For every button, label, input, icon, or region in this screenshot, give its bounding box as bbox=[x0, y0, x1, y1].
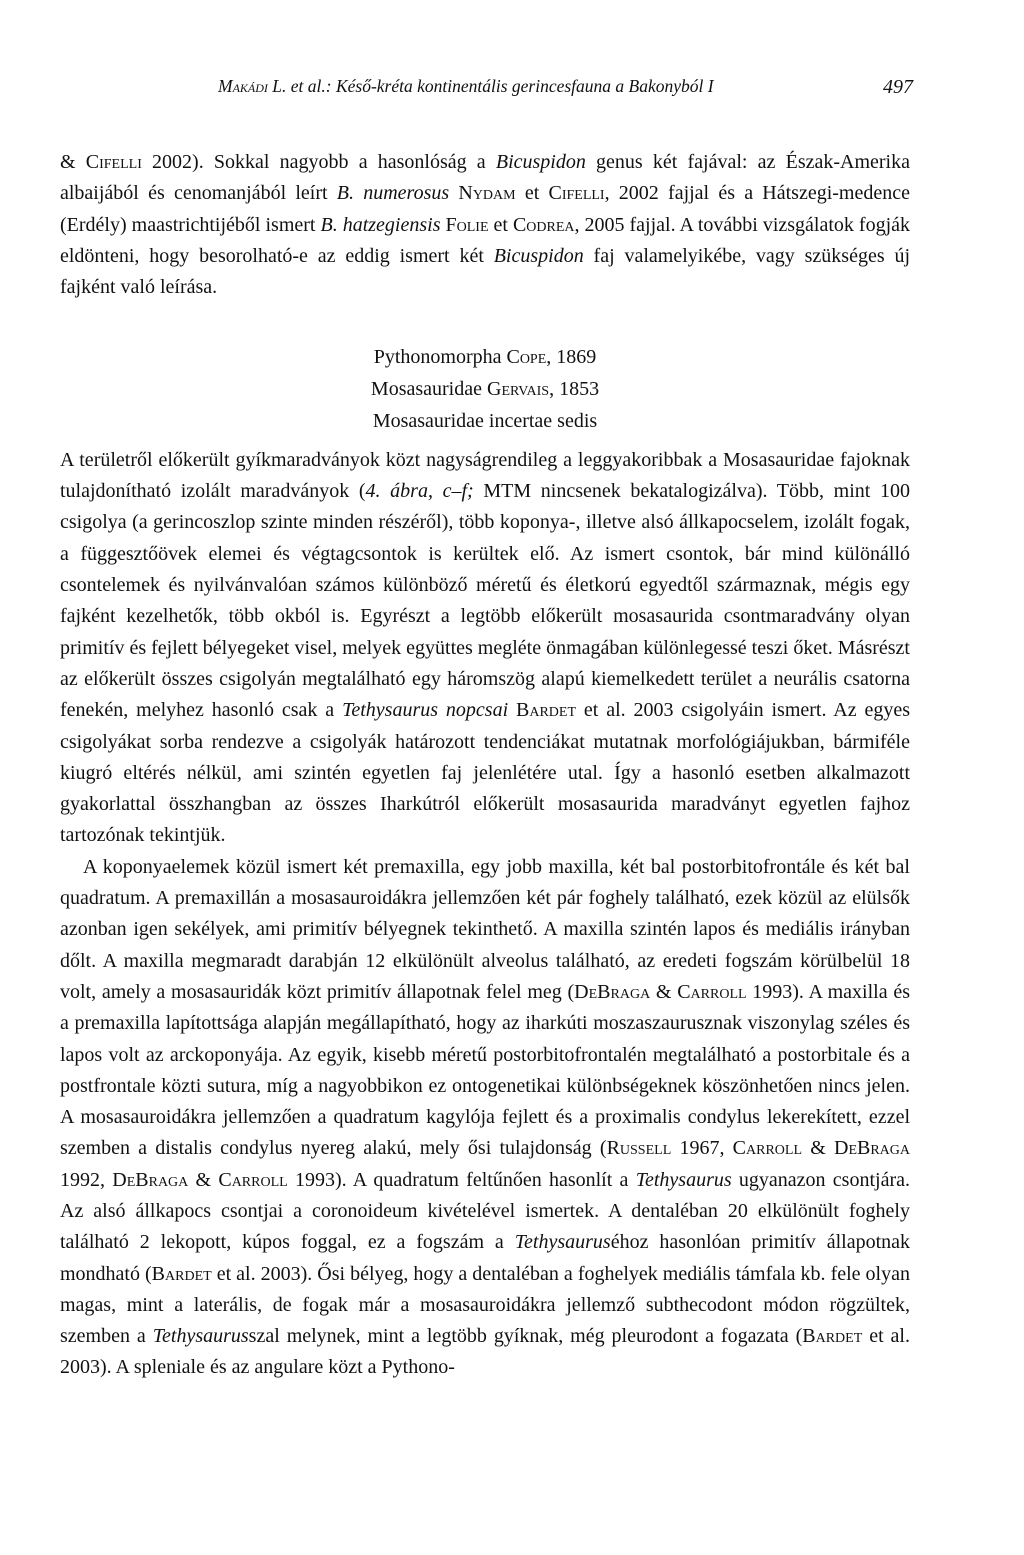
author-name: Carroll bbox=[677, 980, 747, 1003]
author-name: Bardet bbox=[802, 1325, 863, 1348]
author-name: Folie bbox=[445, 213, 489, 236]
text-run: éhoz hasonlóan primitív állapotnak mondható ( bbox=[60, 1231, 911, 1285]
text-run: 2002). Sokkal nagyobb a hasonlóság a bbox=[141, 151, 496, 173]
italic-text: Tethysaurus bbox=[514, 1231, 611, 1254]
heading-taxon-year: , 1853 bbox=[549, 378, 600, 401]
text-run: , 2005 fajjal. A további vizsgálatok fogják eldönteni, hogy besorolható-e az eddig ismert két bbox=[60, 213, 911, 267]
taxon-headings bbox=[60, 342, 910, 437]
text-run: faj valamelyikébe, vagy szükséges új fajként való leírása. bbox=[60, 244, 910, 299]
italic-text: Tethysaurus bbox=[152, 1325, 249, 1348]
author-name: DeBraga bbox=[834, 1137, 911, 1160]
author-name: DeBraga bbox=[112, 1168, 189, 1191]
running-article-title: et al.: Késő-kréta kontinentális gerincesfauna a Bakonyból I bbox=[286, 76, 714, 96]
heading-taxon-name: Pythonomorpha bbox=[373, 346, 502, 369]
running-authors: Makádi L. bbox=[218, 76, 287, 96]
italic-text: 4. ábra, c–f; bbox=[365, 480, 474, 503]
text-run: 1993). A quadratum feltűnően hasonlít a bbox=[287, 1168, 636, 1191]
author-name: Carroll bbox=[218, 1168, 288, 1191]
text-run: & bbox=[802, 1137, 834, 1160]
author-name: Nydam bbox=[458, 182, 516, 205]
italic-text: Bicuspidon bbox=[493, 244, 584, 267]
author-name: Bardet bbox=[516, 699, 577, 722]
author-name: Cifelli bbox=[548, 182, 605, 205]
author-name: Codrea bbox=[512, 213, 575, 236]
heading-mosasauridae bbox=[60, 374, 910, 406]
page-number: 497 bbox=[883, 76, 913, 98]
author-name: DeBraga bbox=[574, 980, 651, 1003]
text-run: A koponyaelemek közül ismert két premaxilla, egy jobb maxilla, két bal postorbitofrontále és két bal quadratum. A premaxillán a mosasauroidákra jellemzően két pár foghely található, ezek közül az elülsők azonban igen sekélyek, ami primitív bélyegnek tekinthető. A maxilla szintén lapos és mediális irányban dőlt. A maxilla megmaradt darabján 12 elkülönült alveolus található, az eredeti fogszám körülbelül 18 volt, amely a mosasauridák közt primitív állapotnak felel meg ( bbox=[60, 855, 910, 1003]
text-run: 1993). A maxilla és a premaxilla lapítottsága alapján megállapítható, hogy az iharkúti moszaszaurusznak viszonylag széles és lapos volt az arckoponyája. Az egyik, kisebb méretű postorbitofrontalén megtalálható a postorbitale és a postfrontale közti sutura, míg a nagyobbikon ez ontogenetikai különbségeknek köszönhetően nincs jelen. A mosasauroidákra jellemzően a quadratum kagylója fejlett és a proximalis condylus lekerekített, ezzel szemben a distalis condylus nyereg alakú, mely ősi tulajdonság ( bbox=[60, 980, 910, 1160]
text-run: et al. 2003). A spleniale és az angulare közt a Pythono- bbox=[60, 1325, 910, 1379]
heading-pythonomorpha bbox=[60, 342, 910, 374]
body-text bbox=[60, 147, 910, 1384]
italic-text: Tethysaurus bbox=[635, 1168, 732, 1191]
text-run bbox=[508, 699, 516, 721]
italic-text: Tethysaurus nopcsai bbox=[342, 699, 509, 722]
text-run bbox=[449, 182, 458, 204]
text-run: & bbox=[650, 980, 678, 1003]
italic-text: B. hatzegiensis bbox=[320, 213, 441, 236]
text-run: genus két fajával: az Észak-Amerika albaijából és cenomanjából leírt bbox=[60, 151, 910, 205]
text-run: & bbox=[60, 151, 86, 173]
text-run: et al. 2003). Ősi bélyeg, hogy a dentaléban a foghelyek mediális támfala kb. fele olyan magas, mint a laterális, de fogak már a mosasauroidákra jellemző subthecodont módon rögzültek, szemben a bbox=[60, 1262, 910, 1348]
heading-taxon-name: Mosasauridae bbox=[370, 378, 482, 401]
author-name: Bardet bbox=[151, 1262, 212, 1285]
paragraph-continuation bbox=[60, 147, 910, 303]
paragraph-skull-elements bbox=[60, 852, 910, 1384]
author-name: Russell bbox=[606, 1137, 672, 1160]
text-run: et bbox=[488, 213, 513, 236]
text-run: A területről előkerült gyíkmaradványok közt nagyságrendileg a leggyakoribbak a Mosasauridae fajoknak tulajdonítható izolált maradványok ( bbox=[60, 448, 910, 503]
heading-taxon-year: , 1869 bbox=[546, 346, 597, 369]
running-header bbox=[60, 76, 913, 100]
heading-taxon-author: Gervais bbox=[487, 378, 550, 401]
text-run: et bbox=[515, 182, 549, 205]
heading-incertae-sedis: Mosasauridae incertae sedis bbox=[372, 410, 598, 433]
text-run: et al. 2003 csigolyáin ismert. Az egyes csigolyákat sorba rendezve a csigolyák határozott tendenciákat mutatnak morfológiájukban, bármiféle kiugró eltérés nélkül, ami szintén egyetlen faj jelenlétére utal. Így a hasonló esetben alkalmazott gyakorlattal összhangban az összes Iharkútról előkerült mosasaurida maradványt egyetlen fajhoz tartozónak tekintjük. bbox=[60, 699, 911, 847]
running-title bbox=[218, 76, 714, 97]
italic-text: B. numerosus bbox=[336, 182, 450, 205]
text-run: 1992, bbox=[60, 1168, 113, 1191]
paragraph-remains bbox=[60, 445, 910, 852]
text-run: szal melynek, mint a legtöbb gyíknak, még pleurodont a fogazata ( bbox=[248, 1325, 803, 1348]
heading-taxon-author: Cope bbox=[506, 346, 547, 369]
author-name: Carroll bbox=[732, 1137, 803, 1160]
text-run: 1967, bbox=[671, 1137, 733, 1160]
text-run: & bbox=[188, 1168, 219, 1191]
author-name: Cifelli bbox=[85, 151, 142, 173]
text-run: MTM nincsenek bekatalogizálva). Több, mint 100 csigolya (a gerincoszlop szinte minden részéről), több koponya-, illetve alsó állkapocselem, izolált fogak, a függesztőövek elemei és végtagcsontok is kerültek elő. Az ismert csontok, bár mind különálló csontelemek és nyilvánvalóan számos különböző méretű és életkorú egyedtől származnak, mégis egy fajként kezelhetők, több okból is. Egyrészt a legtöbb előkerült mosasaurida csontmaradvány olyan primitív és fejlett bélyegeket visel, melyek együttes megléte önmagában különlegessé teszi őket. Másrészt az előkerült összes csigolyán megtalálható egy háromszög alapú kiemelkedett terület a neurális csatorna fenekén, melyhez hasonló csak a bbox=[60, 480, 910, 722]
text-run: ugyanazon csontjára. Az alsó állkapocs csontjai a coronoideum kivételével ismertek. A dentaléban 20 elkülönült foghely található 2 lekopott, kúpos foggal, ez a fogszám a bbox=[60, 1168, 910, 1254]
italic-text: Bicuspidon bbox=[495, 151, 586, 173]
text-run: , 2002 fajjal és a Hátszegi-medence (Erdély) maastrichtijéből ismert bbox=[60, 182, 910, 236]
